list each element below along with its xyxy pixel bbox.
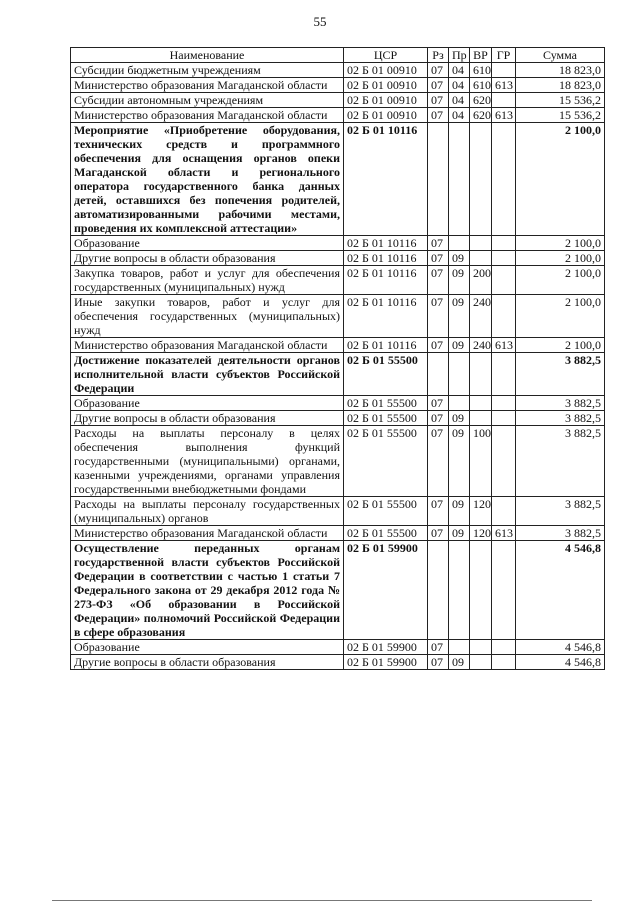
cell-vr: 240 xyxy=(470,338,492,353)
table-row xyxy=(71,123,605,236)
cell-csr: 02 Б 01 55500 xyxy=(344,426,428,497)
cell-rz: 07 xyxy=(428,655,449,670)
cell-csr: 02 Б 01 55500 xyxy=(344,526,428,541)
cell-csr: 02 Б 01 10116 xyxy=(344,266,428,295)
cell-vr xyxy=(470,396,492,411)
cell-csr: 02 Б 01 55500 xyxy=(344,497,428,526)
cell-gr xyxy=(492,640,516,655)
cell-name: Министерство образования Магаданской области xyxy=(71,108,344,123)
cell-gr xyxy=(492,123,516,236)
cell-name: Расходы на выплаты персоналу государственных (муниципальных) органов xyxy=(71,497,344,526)
cell-pr: 04 xyxy=(449,93,470,108)
cell-rz: 07 xyxy=(428,526,449,541)
cell-csr: 02 Б 01 10116 xyxy=(344,338,428,353)
cell-pr xyxy=(449,236,470,251)
cell-gr xyxy=(492,497,516,526)
header-rz: Рз xyxy=(428,48,449,63)
cell-vr: 120 xyxy=(470,526,492,541)
cell-csr: 02 Б 01 00910 xyxy=(344,63,428,78)
table-row xyxy=(71,526,605,541)
header-sum: Сумма xyxy=(516,48,605,63)
table-row xyxy=(71,266,605,295)
cell-sum: 2 100,0 xyxy=(516,123,605,236)
cell-rz: 07 xyxy=(428,266,449,295)
cell-csr: 02 Б 01 10116 xyxy=(344,251,428,266)
table-row xyxy=(71,655,605,670)
cell-name: Образование xyxy=(71,640,344,655)
cell-name: Осуществление переданных органам государственной власти субъектов Российской Федерации в соответствии с частью 1 статьи 7 Федерального закона от 29 декабря 2012 года № 273-ФЗ «Об образовании в Российской Федерации» полномочий Российской Федерации в сфере образования xyxy=(71,541,344,640)
cell-name: Достижение показателей деятельности органов исполнительной власти субъектов Российской Федерации xyxy=(71,353,344,396)
cell-pr: 09 xyxy=(449,497,470,526)
cell-sum: 3 882,5 xyxy=(516,497,605,526)
cell-name: Образование xyxy=(71,236,344,251)
table-row xyxy=(71,295,605,338)
cell-sum: 3 882,5 xyxy=(516,426,605,497)
cell-csr: 02 Б 01 59900 xyxy=(344,640,428,655)
cell-gr xyxy=(492,93,516,108)
cell-rz: 07 xyxy=(428,236,449,251)
cell-pr: 04 xyxy=(449,108,470,123)
cell-sum: 4 546,8 xyxy=(516,541,605,640)
cell-sum: 2 100,0 xyxy=(516,295,605,338)
cell-vr: 120 xyxy=(470,497,492,526)
cell-vr xyxy=(470,353,492,396)
cell-vr xyxy=(470,541,492,640)
cell-gr xyxy=(492,236,516,251)
cell-gr xyxy=(492,63,516,78)
cell-rz xyxy=(428,353,449,396)
cell-rz: 07 xyxy=(428,251,449,266)
cell-rz xyxy=(428,123,449,236)
cell-name: Закупка товаров, работ и услуг для обеспечения государственных (муниципальных) нужд xyxy=(71,266,344,295)
cell-gr: 613 xyxy=(492,526,516,541)
cell-name: Министерство образования Магаданской области xyxy=(71,78,344,93)
cell-pr xyxy=(449,353,470,396)
table-row xyxy=(71,640,605,655)
header-name: Наименование xyxy=(71,48,344,63)
table-row xyxy=(71,63,605,78)
cell-csr: 02 Б 01 00910 xyxy=(344,93,428,108)
table-row xyxy=(71,236,605,251)
cell-sum: 18 823,0 xyxy=(516,63,605,78)
cell-rz: 07 xyxy=(428,411,449,426)
cell-rz xyxy=(428,541,449,640)
cell-sum: 3 882,5 xyxy=(516,526,605,541)
cell-rz: 07 xyxy=(428,426,449,497)
table-row xyxy=(71,338,605,353)
cell-sum: 3 882,5 xyxy=(516,353,605,396)
cell-gr xyxy=(492,295,516,338)
table-row xyxy=(71,251,605,266)
cell-rz: 07 xyxy=(428,640,449,655)
cell-pr: 04 xyxy=(449,78,470,93)
cell-pr xyxy=(449,123,470,236)
cell-vr xyxy=(470,655,492,670)
cell-rz: 07 xyxy=(428,295,449,338)
table-row xyxy=(71,497,605,526)
table-body xyxy=(71,63,605,670)
cell-pr: 04 xyxy=(449,63,470,78)
cell-sum: 15 536,2 xyxy=(516,93,605,108)
cell-name: Расходы на выплаты персоналу в целях обеспечения выполнения функций государственными (муниципальными) органами, казенными учреждениями, органами управления государственными внебюджетными фондами xyxy=(71,426,344,497)
cell-pr xyxy=(449,640,470,655)
cell-vr: 620 xyxy=(470,108,492,123)
page-number: 55 xyxy=(313,14,327,29)
header-vr: ВР xyxy=(470,48,492,63)
cell-pr: 09 xyxy=(449,251,470,266)
table-row xyxy=(71,426,605,497)
cell-vr xyxy=(470,123,492,236)
cell-sum: 4 546,8 xyxy=(516,640,605,655)
cell-gr: 613 xyxy=(492,338,516,353)
cell-rz: 07 xyxy=(428,396,449,411)
cell-gr xyxy=(492,411,516,426)
cell-name: Субсидии бюджетным учреждениям xyxy=(71,63,344,78)
cell-vr: 240 xyxy=(470,295,492,338)
table-row xyxy=(71,78,605,93)
cell-csr: 02 Б 01 55500 xyxy=(344,353,428,396)
table-row xyxy=(71,411,605,426)
page-bottom-edge xyxy=(52,900,592,901)
table-row xyxy=(71,353,605,396)
header-pr: Пр xyxy=(449,48,470,63)
cell-sum: 15 536,2 xyxy=(516,108,605,123)
cell-name: Министерство образования Магаданской области xyxy=(71,526,344,541)
cell-rz: 07 xyxy=(428,78,449,93)
cell-vr: 100 xyxy=(470,426,492,497)
cell-pr xyxy=(449,541,470,640)
cell-sum: 2 100,0 xyxy=(516,236,605,251)
cell-name: Иные закупки товаров, работ и услуг для обеспечения государственных (муниципальных) нужд xyxy=(71,295,344,338)
cell-rz: 07 xyxy=(428,338,449,353)
cell-sum: 2 100,0 xyxy=(516,338,605,353)
cell-gr xyxy=(492,251,516,266)
cell-csr: 02 Б 01 59900 xyxy=(344,541,428,640)
cell-csr: 02 Б 01 10116 xyxy=(344,295,428,338)
cell-gr xyxy=(492,266,516,295)
cell-pr: 09 xyxy=(449,655,470,670)
cell-csr: 02 Б 01 59900 xyxy=(344,655,428,670)
cell-pr xyxy=(449,396,470,411)
cell-vr: 620 xyxy=(470,93,492,108)
cell-vr xyxy=(470,236,492,251)
cell-gr xyxy=(492,541,516,640)
cell-gr xyxy=(492,655,516,670)
cell-gr: 613 xyxy=(492,108,516,123)
cell-pr: 09 xyxy=(449,266,470,295)
table-row xyxy=(71,541,605,640)
table-row xyxy=(71,93,605,108)
cell-rz: 07 xyxy=(428,497,449,526)
cell-name: Другие вопросы в области образования xyxy=(71,411,344,426)
cell-vr: 610 xyxy=(470,78,492,93)
cell-gr xyxy=(492,396,516,411)
cell-name: Другие вопросы в области образования xyxy=(71,251,344,266)
cell-csr: 02 Б 01 00910 xyxy=(344,78,428,93)
cell-pr: 09 xyxy=(449,295,470,338)
cell-vr xyxy=(470,640,492,655)
cell-pr: 09 xyxy=(449,411,470,426)
budget-table xyxy=(70,47,605,670)
header-gr: ГР xyxy=(492,48,516,63)
cell-csr: 02 Б 01 00910 xyxy=(344,108,428,123)
cell-vr xyxy=(470,411,492,426)
header-csr: ЦСР xyxy=(344,48,428,63)
cell-name: Другие вопросы в области образования xyxy=(71,655,344,670)
cell-gr xyxy=(492,353,516,396)
cell-csr: 02 Б 01 55500 xyxy=(344,396,428,411)
cell-vr: 200 xyxy=(470,266,492,295)
table-row xyxy=(71,396,605,411)
cell-csr: 02 Б 01 55500 xyxy=(344,411,428,426)
cell-pr: 09 xyxy=(449,426,470,497)
cell-name: Мероприятие «Приобретение оборудования, технических средств и программного обеспечения для оснащения органов опеки Магаданской области и регионального оператора государственного банка данных детей, оставшихся без попечения родителей, автоматизированными рабочими местами, проведения их комплексной аттестации» xyxy=(71,123,344,236)
cell-gr: 613 xyxy=(492,78,516,93)
cell-gr xyxy=(492,426,516,497)
cell-rz: 07 xyxy=(428,108,449,123)
cell-sum: 2 100,0 xyxy=(516,251,605,266)
table-header-row xyxy=(71,48,605,63)
cell-pr: 09 xyxy=(449,526,470,541)
cell-name: Образование xyxy=(71,396,344,411)
cell-rz: 07 xyxy=(428,63,449,78)
cell-sum: 3 882,5 xyxy=(516,396,605,411)
cell-sum: 3 882,5 xyxy=(516,411,605,426)
cell-sum: 2 100,0 xyxy=(516,266,605,295)
cell-pr: 09 xyxy=(449,338,470,353)
cell-vr: 610 xyxy=(470,63,492,78)
cell-rz: 07 xyxy=(428,93,449,108)
cell-sum: 4 546,8 xyxy=(516,655,605,670)
cell-vr xyxy=(470,251,492,266)
table-row xyxy=(71,108,605,123)
cell-sum: 18 823,0 xyxy=(516,78,605,93)
cell-csr: 02 Б 01 10116 xyxy=(344,236,428,251)
cell-csr: 02 Б 01 10116 xyxy=(344,123,428,236)
cell-name: Субсидии автономным учреждениям xyxy=(71,93,344,108)
cell-name: Министерство образования Магаданской области xyxy=(71,338,344,353)
